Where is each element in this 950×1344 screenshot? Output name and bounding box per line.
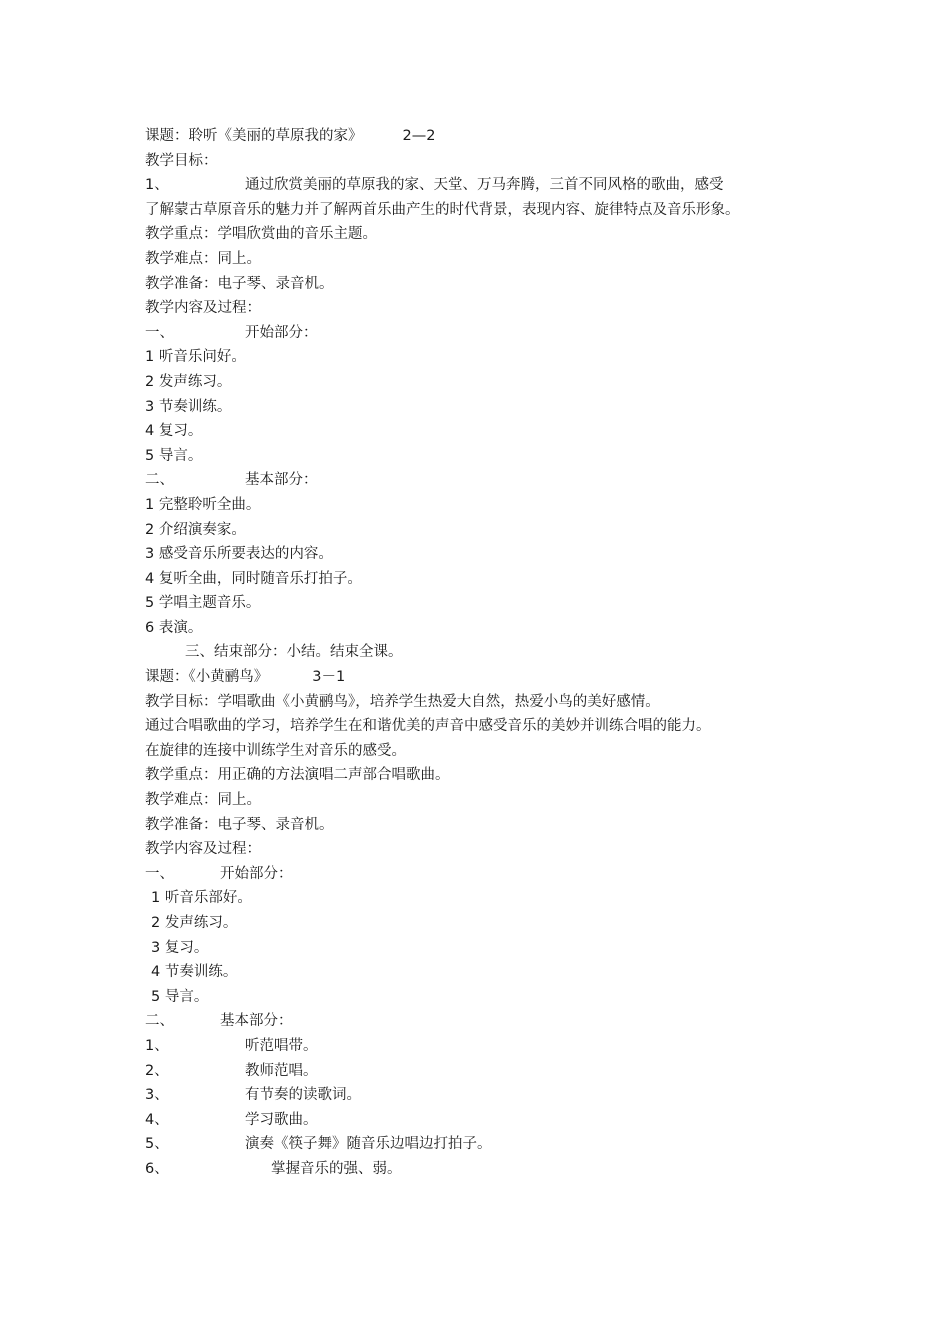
list-item: 6 表演。 [145, 619, 203, 636]
lesson1-process: 教学内容及过程： [145, 300, 261, 317]
list-item: 4 复听全曲，同时随音乐打拍子。 [145, 570, 362, 587]
list-item-num: 5、 [145, 1136, 169, 1153]
list-item: 3 节奏训练。 [145, 398, 232, 415]
list-item-num: 3、 [145, 1087, 169, 1104]
document-page [145, 124, 810, 1182]
lesson1-goal-continuation: 了解蒙古草原音乐的魅力并了解两首乐曲产生的时代背景，表现内容、旋律特点及音乐形象。 [145, 201, 740, 218]
list-item [145, 1059, 810, 1084]
lesson1-title-line [145, 124, 810, 149]
list-item-text: 有节奏的读歌词。 [245, 1087, 361, 1104]
list-item [145, 1083, 810, 1108]
lesson1-section2-heading [145, 468, 810, 493]
list-item: 1 听音乐问好。 [145, 349, 246, 366]
lesson1-goal-label: 教学目标： [145, 152, 218, 169]
list-item: 2 介绍演奏家。 [145, 521, 246, 538]
lesson2-title: 课题：《小黄鹂鸟》 [145, 669, 269, 686]
list-item: 2 发声练习。 [151, 915, 238, 931]
lesson2-key-point: 教学重点：用正确的方法演唱二声部合唱歌曲。 [145, 767, 450, 784]
list-item: 1 完整聆听全曲。 [145, 496, 261, 513]
lesson2-section1-heading [145, 862, 810, 887]
list-item [145, 1132, 810, 1157]
lesson2-difficulty: 教学难点：同上。 [145, 792, 261, 809]
lesson1-section3: 三、结束部分：小结。结束全课。 [185, 644, 403, 661]
lesson1-section1-num: 一、 [145, 324, 174, 341]
lesson2-section1-label: 开始部分： [220, 865, 293, 882]
lesson1-section1-heading [145, 321, 810, 346]
list-item-text: 听范唱带。 [245, 1037, 318, 1054]
list-item [145, 1108, 810, 1133]
list-item-num: 4、 [145, 1111, 169, 1128]
lesson2-section1-num: 一、 [145, 865, 174, 882]
list-item-text: 掌握音乐的强、弱。 [271, 1160, 402, 1177]
lesson1-prep: 教学准备：电子琴、录音机。 [145, 275, 334, 292]
lesson1-section1-label: 开始部分： [245, 324, 318, 341]
list-item-num: 1、 [145, 1037, 169, 1054]
list-item: 3 感受音乐所要表达的内容。 [145, 546, 333, 563]
lesson2-prep: 教学准备：电子琴、录音机。 [145, 816, 334, 833]
list-item: 4 节奏训练。 [151, 964, 238, 981]
lesson1-section2-label: 基本部分： [245, 472, 318, 489]
list-item: 4 复习。 [145, 423, 203, 440]
lesson2-title-line [145, 665, 810, 690]
list-item: 5 学唱主题音乐。 [145, 595, 261, 612]
lesson1-difficulty: 教学难点：同上。 [145, 250, 261, 267]
lesson1-key-point: 教学重点：学唱欣赏曲的音乐主题。 [145, 226, 377, 243]
list-item [145, 1034, 810, 1059]
list-item: 1 听音乐部好。 [151, 890, 252, 907]
lesson1-goal-item [145, 173, 810, 198]
list-item [145, 1157, 810, 1182]
lesson2-section2-heading [145, 1009, 810, 1034]
list-item-text: 教师范唱。 [245, 1062, 318, 1079]
list-item: 5 导言。 [145, 447, 203, 464]
lesson2-goal3: 在旋律的连接中训练学生对音乐的感受。 [145, 742, 406, 759]
lesson1-code: 2—2 [402, 128, 436, 144]
lesson2-section2-label: 基本部分： [220, 1013, 293, 1030]
list-item-num: 6、 [145, 1160, 169, 1177]
lesson1-goal-num: 1、 [145, 177, 169, 194]
lesson2-goal: 教学目标：学唱歌曲《小黄鹂鸟》，培养学生热爱大自然，热爱小鸟的美好感情。 [145, 693, 660, 710]
list-item-num: 2、 [145, 1062, 169, 1079]
lesson1-title: 课题：聆听《美丽的草原我的家》 [145, 128, 363, 144]
lesson2-process: 教学内容及过程： [145, 841, 261, 858]
list-item-text: 演奏《筷子舞》随音乐边唱边打拍子。 [245, 1136, 492, 1153]
lesson2-section2-num: 二、 [145, 1013, 174, 1030]
lesson2-goal2: 通过合唱歌曲的学习，培养学生在和谐优美的声音中感受音乐的美妙并训练合唱的能力。 [145, 718, 711, 735]
lesson1-section2-num: 二、 [145, 472, 174, 489]
lesson1-goal-text: 通过欣赏美丽的草原我的家、天堂、万马奔腾，三首不同风格的歌曲，感受 [245, 177, 724, 194]
list-item: 3 复习。 [151, 939, 209, 956]
lesson2-code: 3－1 [312, 669, 346, 686]
list-item-text: 学习歌曲。 [245, 1111, 318, 1128]
list-item: 5 导言。 [151, 988, 209, 1005]
list-item: 2 发声练习。 [145, 373, 232, 390]
